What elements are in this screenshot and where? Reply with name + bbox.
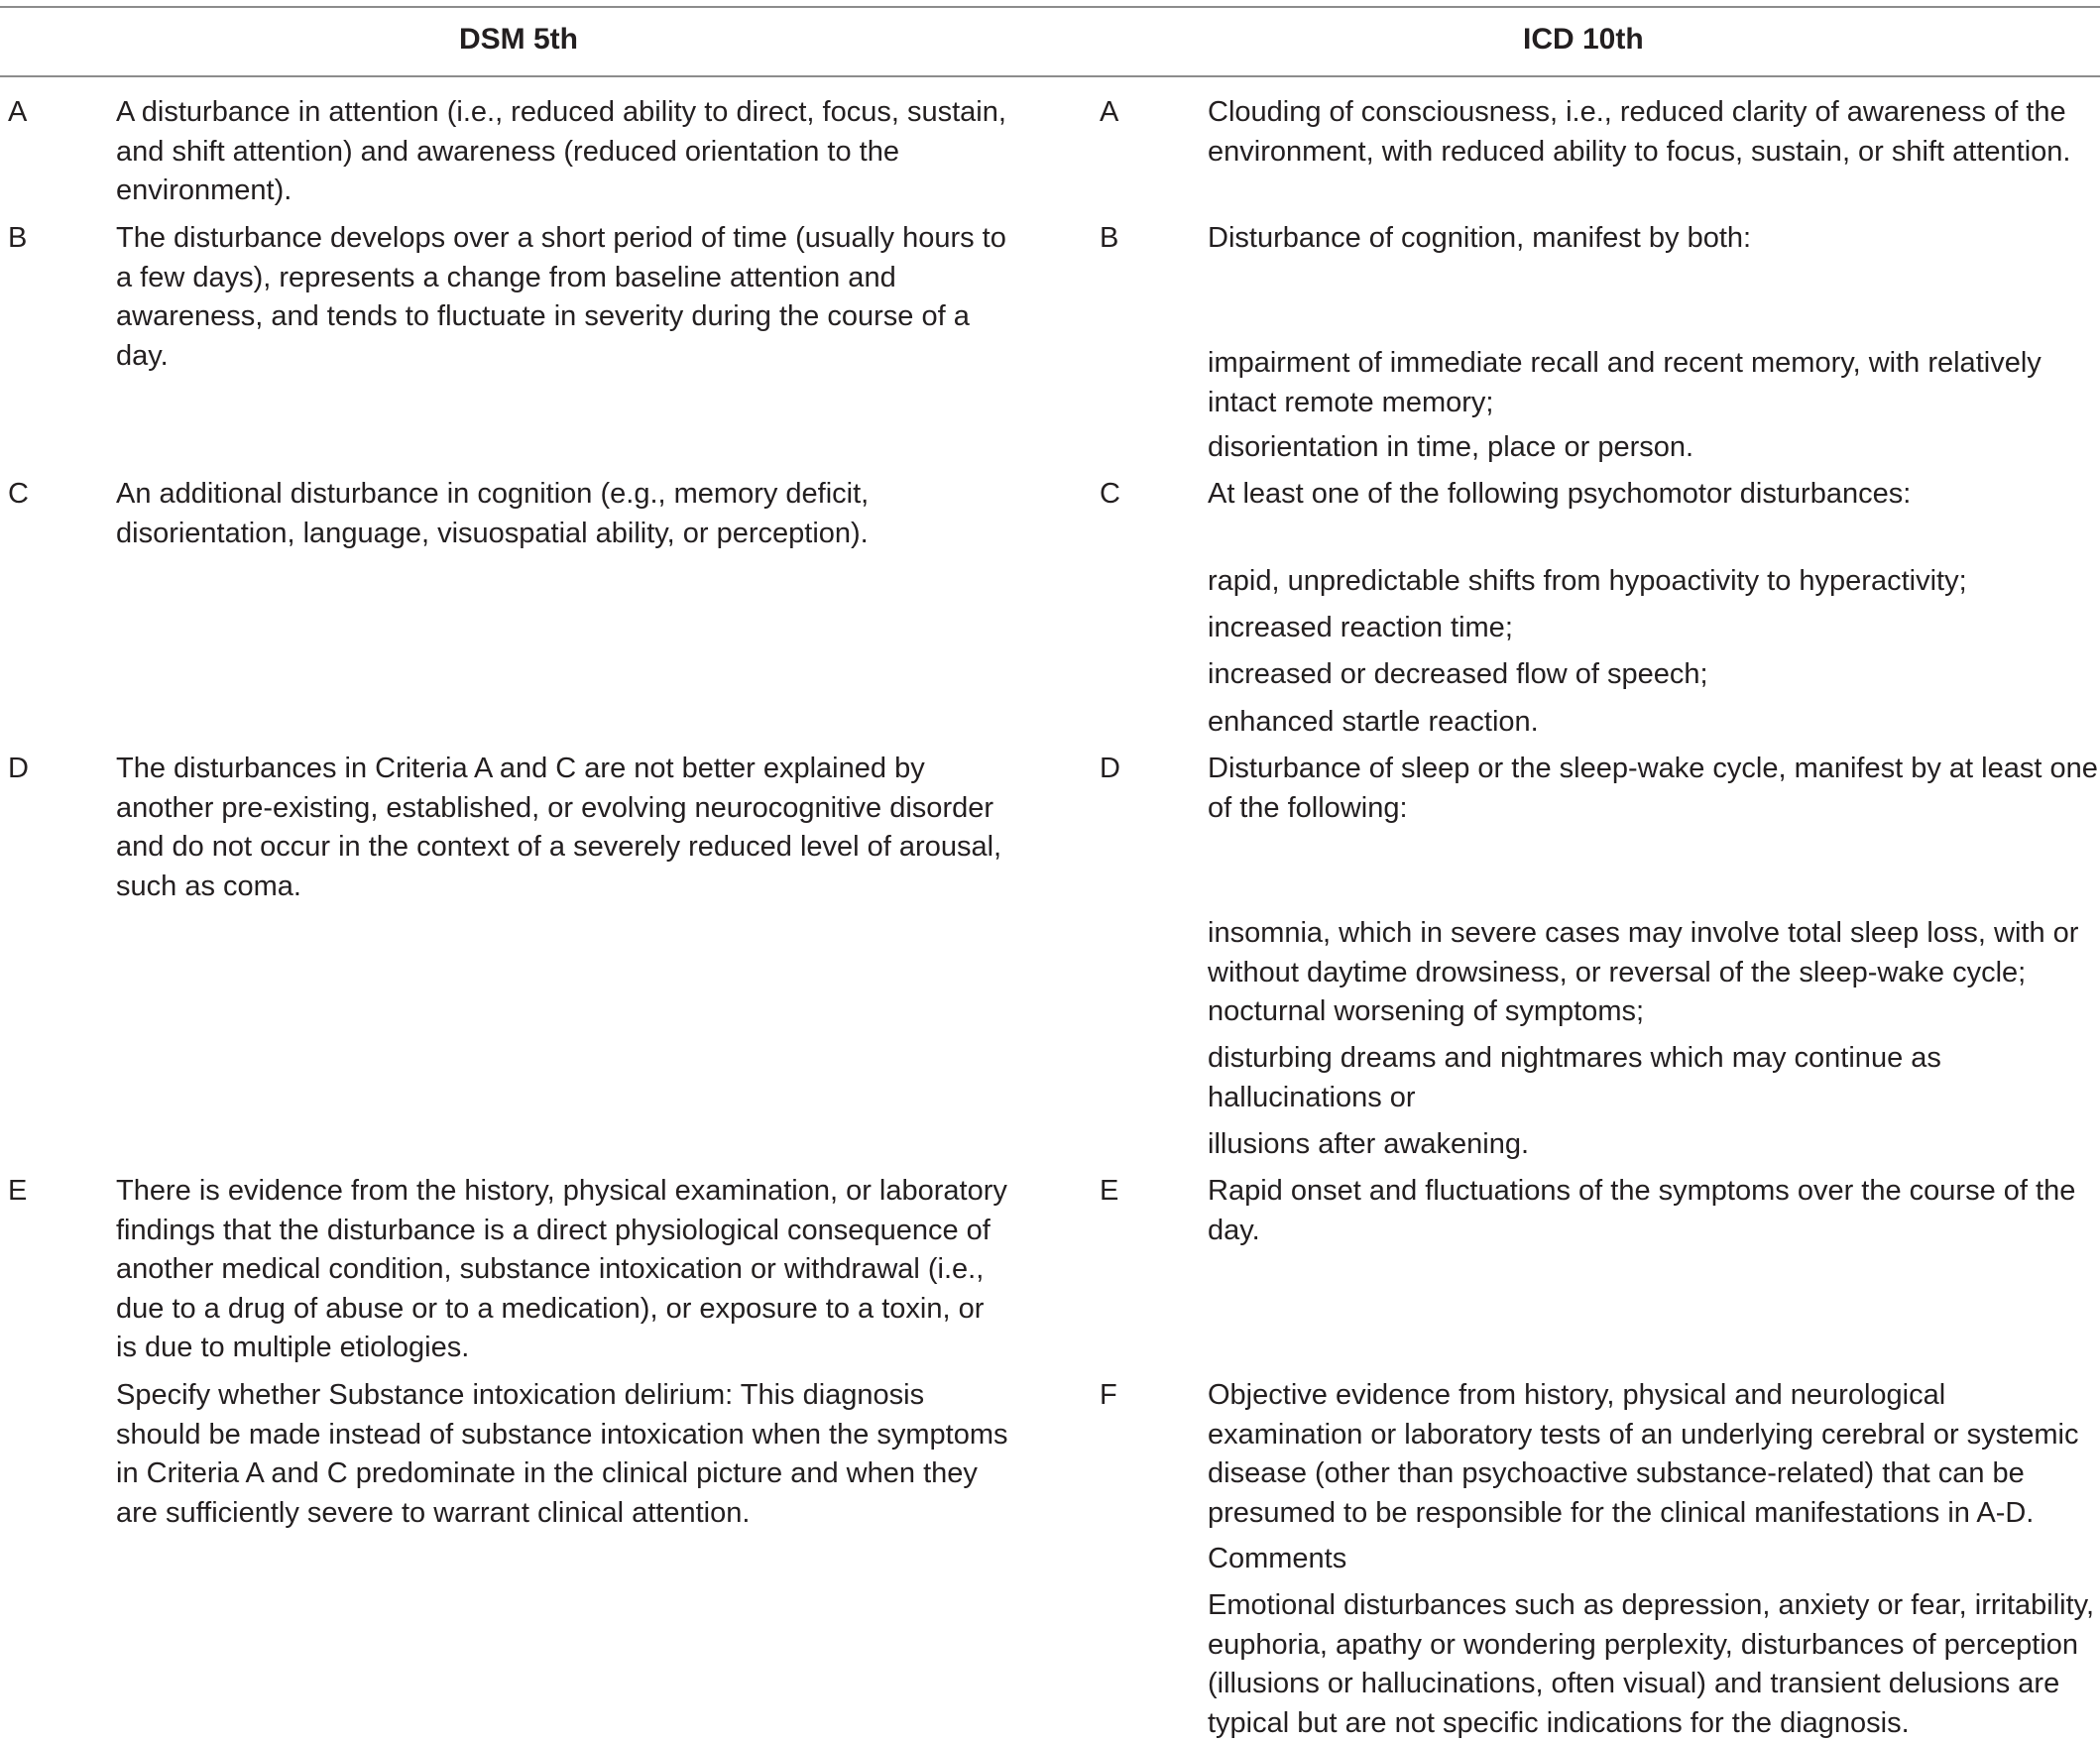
dsm-criterion-letter: B bbox=[8, 222, 28, 254]
icd-subitem-text: impairment of immediate recall and recent memory, with relatively intact remote memory; bbox=[1208, 347, 2042, 418]
dsm-specifier-text: Specify whether Substance intoxication delirium: This diagnosis should be made instead of substance intoxication when the symptoms in Criteria A and C predominate in the clinical picture and when they are sufficiently severe to warrant clinical attention. bbox=[116, 1379, 1008, 1529]
icd-criterion-text: Disturbance of sleep or the sleep-wake cycle, manifest by at least one of the following: bbox=[1208, 753, 2098, 824]
icd-subitem-text: increased or decreased flow of speech; bbox=[1208, 658, 1708, 690]
icd-subitem-text: increased reaction time; bbox=[1208, 612, 1513, 643]
dsm-criterion-letter: D bbox=[8, 753, 29, 784]
icd-criterion-text: At least one of the following psychomotor disturbances: bbox=[1208, 478, 1912, 510]
icd-subitem-text: rapid, unpredictable shifts from hypoactivity to hyperactivity; bbox=[1208, 565, 1967, 597]
icd-comments-heading: Comments bbox=[1208, 1543, 1347, 1574]
icd-column-header: ICD 10th bbox=[1523, 23, 1644, 56]
dsm-criterion-text: A disturbance in attention (i.e., reduced ability to direct, focus, sustain, and shift attention) and awareness (reduced orientation to the environment). bbox=[116, 96, 1006, 206]
dsm-criterion-letter: E bbox=[8, 1175, 28, 1207]
dsm-criterion-text: An additional disturbance in cognition (e.g., memory deficit, disorientation, language, visuospatial ability, or perception). bbox=[116, 478, 870, 549]
icd-criterion-text: Disturbance of cognition, manifest by both: bbox=[1208, 222, 1752, 254]
icd-criterion-letter: A bbox=[1100, 96, 1119, 128]
icd-subitem-text: disorientation in time, place or person. bbox=[1208, 431, 1694, 463]
icd-subitem-text: disturbing dreams and nightmares which may continue as hallucinations or bbox=[1208, 1042, 1941, 1113]
icd-subitem-text: enhanced startle reaction. bbox=[1208, 706, 1539, 738]
dsm-criterion-text: The disturbances in Criteria A and C are not better explained by another pre-existing, established, or evolving neurocognitive disorder and do not occur in the context of a severely reduced level of arousal, such as coma. bbox=[116, 753, 1002, 902]
icd-criterion-text: Objective evidence from history, physical and neurological examination or laboratory tests of an underlying cerebral or systemic disease (other than psychoactive substance-related) that can be presumed to be responsible for the clinical manifestations in A-D. bbox=[1208, 1379, 2079, 1529]
dsm-criterion-letter: C bbox=[8, 478, 29, 510]
icd-subitem-text: illusions after awakening. bbox=[1208, 1128, 1530, 1160]
icd-comments-text: Emotional disturbances such as depression, anxiety or fear, irritability, euphoria, apathy or wondering perplexity, disturbances of perception (illusions or hallucinations, often visual) and transient delusions are typical but are not specific indications for the diagnosis. bbox=[1208, 1589, 2095, 1739]
icd-criterion-letter: F bbox=[1100, 1379, 1117, 1411]
icd-criterion-text: Rapid onset and fluctuations of the symptoms over the course of the day. bbox=[1208, 1175, 2076, 1246]
dsm-criterion-text: There is evidence from the history, physical examination, or laboratory findings that the disturbance is a direct physiological consequence of another medical condition, substance intoxication or withdrawal (i.e., due to a drug of abuse or to a medication), or exposure to a toxin, or is due to multiple etiologies. bbox=[116, 1175, 1007, 1363]
icd-subitem-text: insomnia, which in severe cases may involve total sleep loss, with or without daytime drowsiness, or reversal of the sleep-wake cycle; nocturnal worsening of symptoms; bbox=[1208, 917, 2079, 1027]
header-rule bbox=[0, 75, 2100, 77]
dsm-criterion-text: The disturbance develops over a short period of time (usually hours to a few days), represents a change from baseline attention and awareness, and tends to fluctuate in severity during the course of a day. bbox=[116, 222, 1006, 372]
icd-criterion-text: Clouding of consciousness, i.e., reduced clarity of awareness of the environment, with reduced ability to focus, sustain, or shift attention. bbox=[1208, 96, 2071, 168]
icd-criterion-letter: C bbox=[1100, 478, 1120, 510]
table-top-rule bbox=[0, 6, 2100, 8]
dsm-criterion-letter: A bbox=[8, 96, 28, 128]
icd-criterion-letter: D bbox=[1100, 753, 1120, 784]
dsm-column-header: DSM 5th bbox=[459, 23, 578, 56]
icd-criterion-letter: E bbox=[1100, 1175, 1119, 1207]
icd-criterion-letter: B bbox=[1100, 222, 1119, 254]
